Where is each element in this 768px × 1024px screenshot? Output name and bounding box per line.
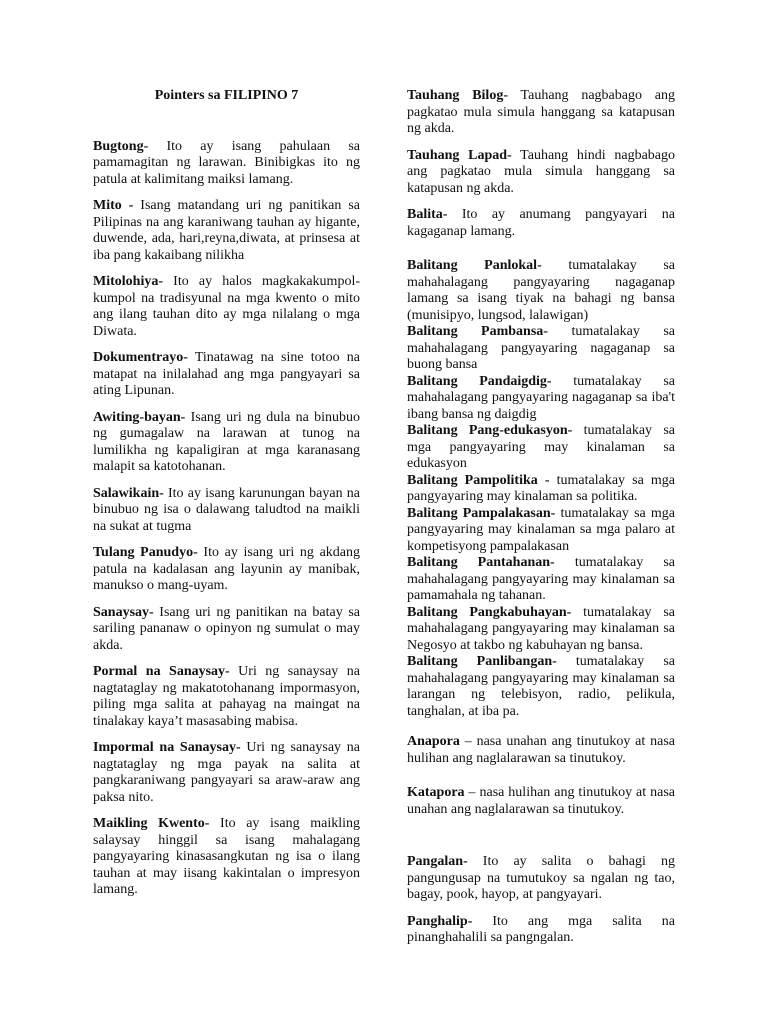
- entry-definition: – nasa hulihan ang tinutukoy at nasa unahan ang naglalarawan sa tinutukoy.: [407, 785, 675, 817]
- entry-pormal-na-sanaysay: [93, 664, 360, 730]
- entry-tauhang-bilog: [407, 88, 675, 138]
- entry-definition: tumatalakay sa mahahalagang pangyayaring nagaganap lamang sa isang tiyak na bahagi ng bansa (munisipyo, lungsod, lalawigan): [407, 258, 675, 323]
- page-title: Pointers sa FILIPINO 7: [154, 88, 299, 103]
- entry-definition: Ito ay halos magkakakumpol-kumpol na tradisyunal na mga kwento o mito ang ilang tauhan dito ay mga nilalang o mga Diwata.: [93, 274, 360, 339]
- entry-definition: tumatalakay sa mga pangyayaring may kinalaman sa mga palaro at kompetisyong pampalakasan: [407, 505, 675, 554]
- entry-term: Tauhang Bilog-: [407, 88, 508, 103]
- entry-definition: Isang uri ng panitikan na batay sa sariling pananaw o opinyon ng sumulat o may akda.: [93, 604, 360, 653]
- entry-term: Sanaysay-: [93, 604, 154, 620]
- entry-definition: Ito ang mga salita na pinanghahalili sa pangngalan.: [407, 913, 675, 945]
- spacer: [407, 720, 675, 734]
- entry-dokumentrayo: [93, 350, 360, 400]
- entry-balitang-panlokal: [407, 258, 675, 324]
- entry-definition: – nasa unahan ang tinutukoy at nasa hulihan ang naglalarawan sa tinutukoy.: [407, 734, 675, 766]
- entry-definition: tumatalakay sa mga pangyayaring may kinalaman sa politika.: [407, 472, 675, 504]
- entry-katapora: [407, 785, 675, 818]
- entry-term: Bugtong-: [93, 138, 149, 154]
- entry-term: Awiting-bayan-: [93, 409, 186, 425]
- entry-balitang-pantahanan: [407, 555, 675, 605]
- entry-definition: tumatalakay sa mahahalagang pangyayaring nagaganap sa iba't ibang bansa ng daigdig: [407, 373, 676, 422]
- entry-term: Mitolohiya-: [93, 274, 163, 289]
- entry-term: Tauhang Lapad-: [407, 147, 512, 163]
- entry-balitang-pang-edukasyon: [407, 423, 675, 473]
- entry-balitang-pambansa: [407, 324, 675, 374]
- entry-salawikain: [93, 486, 360, 536]
- entry-definition: Tinatawag na sine totoo na matapat na inilalahad ang mga pangyayari sa ating Lipunan.: [93, 350, 360, 398]
- entry-definition: Ito ay isang pahulaan sa pamamagitan ng larawan. Binibigkas ito ng patula at kalimitang maiksi lamang.: [93, 138, 360, 187]
- entry-tauhang-lapad: [407, 148, 675, 198]
- right-column: [407, 88, 675, 957]
- entry-term: Balitang Panlibangan-: [407, 654, 557, 669]
- entry-balitang-pampalakasan: [407, 506, 675, 556]
- entry-term: Maikling Kwento-: [93, 816, 210, 831]
- entry-definition: Tauhang nagbabago ang pagkatao mula simula hanggang sa katapusan ng akda.: [407, 88, 675, 136]
- entry-definition: Isang uri ng dula na binubuo ng gumagalaw na larawan at tunog na lumilikha ng kapaligiran at mga karanasang malapit sa katotohanan.: [93, 409, 360, 474]
- entry-maikling-kwento: [93, 816, 360, 899]
- entry-balitang-pangkabuhayan: [407, 605, 675, 655]
- entry-term: Tulang Panudyo-: [93, 545, 198, 560]
- entry-definition: Uri ng sanaysay na nagtataglay ng mga payak na salita at pangkaraniwang pangyayari sa araw-araw ang paksa nito.: [93, 740, 360, 805]
- entry-balita: [407, 207, 675, 240]
- entry-mito: [93, 198, 360, 264]
- spacer: [407, 250, 675, 258]
- entry-mitolohiya: [93, 274, 360, 340]
- entry-term: Dokumentrayo-: [93, 350, 188, 365]
- entry-term: Balitang Pangkabuhayan-: [407, 604, 572, 620]
- entry-definition: tumatalakay sa mahahalagang pangyayaring may kinalaman sa Negosyo at takbo ng kabuhayan ng bansa.: [407, 604, 676, 653]
- entry-definition: tumatalakay sa mahahalagang pangyayaring nagaganap sa buong bansa: [407, 324, 675, 372]
- spacer: [407, 777, 675, 785]
- entry-definition: Ito ay salita o bahagi ng pangungusap na tumutukoy sa ngalan ng tao, bagay, pook, hayop, at pangyayari.: [407, 854, 675, 902]
- entry-definition: tumatalakay sa mahahalagang pangyayaring may kinalaman sa pamamahala ng tahanan.: [407, 555, 675, 603]
- spacer: [407, 828, 675, 854]
- entry-bugtong: [93, 139, 360, 189]
- entry-term: Pangalan-: [407, 854, 468, 869]
- entry-balitang-pandaigdig: [407, 374, 675, 424]
- entry-term: Balitang Pampolitika -: [407, 472, 550, 488]
- entry-term: Balitang Pambansa-: [407, 324, 548, 339]
- entry-sanaysay: [93, 605, 360, 655]
- entry-tulang-panudyo: [93, 545, 360, 595]
- entry-definition: Ito ay isang maikling salaysay hinggil sa isang mahalagang pangyayaring kinasasangkutan ng isa o ilang tauhan at may iisang kakintalan o impresyon lamang.: [93, 816, 360, 897]
- entry-balitang-pampolitika: [407, 473, 675, 506]
- entry-anapora: [407, 734, 675, 767]
- entry-term: Balitang Panlokal-: [407, 258, 542, 273]
- entry-pangalan: [407, 854, 675, 904]
- entry-definition: Uri ng sanaysay na nagtataglay ng makatotohanang impormasyon, piling mga salita at pahayag na maingat na tinalakay kaya’t masasabing mabisa.: [93, 664, 360, 729]
- entry-term: Balita-: [407, 207, 448, 222]
- entry-term: Salawikain-: [93, 485, 164, 501]
- entry-balitang-panlibangan: [407, 654, 675, 720]
- entry-term: Mito -: [93, 198, 134, 213]
- entry-term: Balitang Pampalakasan-: [407, 505, 556, 521]
- left-column: [93, 88, 360, 909]
- entry-term: Impormal na Sanaysay-: [93, 740, 241, 755]
- entry-awiting-bayan: [93, 410, 360, 476]
- entry-term: Pormal na Sanaysay-: [93, 664, 230, 679]
- entry-term: Balitang Pantahanan-: [407, 555, 555, 570]
- entry-definition: tumatalakay sa mga pangyayaring may kinalaman sa edukasyon: [407, 423, 675, 471]
- entry-definition: Ito ay anumang pangyayari na kagaganap lamang.: [407, 207, 675, 239]
- entry-impormal-na-sanaysay: [93, 740, 360, 806]
- entry-term: Katapora: [407, 785, 465, 800]
- entry-term: Anapora: [407, 734, 460, 749]
- entry-definition: Tauhang hindi nagbabago ang pagkatao mula simula hanggang sa katapusan ng akda.: [407, 147, 676, 196]
- entry-term: Balitang Pandaigdig-: [407, 373, 552, 389]
- entry-term: Panghalip-: [407, 913, 473, 929]
- entry-definition: tumatalakay sa mahahalagang pangyayaring may kinalaman sa larangan ng telebisyon, radio, pelikula, tanghalan, at iba pa.: [407, 654, 676, 719]
- entry-panghalip: [407, 914, 675, 947]
- entry-definition: Ito ay isang karunungan bayan na binubuo ng isa o dalawang taludtod na maikli na sukat at tugma: [93, 485, 360, 534]
- entry-definition: Isang matandang uri ng panitikan sa Pilipinas na ang karaniwang tauhan ay higante, duwende, ada, hari,reyna,diwata, at prinsesa at iba pang kakaibang nilikha: [93, 198, 360, 263]
- entry-definition: Ito ay isang uri ng akdang patula na kadalasan ang layunin ay manibak, manukso o mang-uyam.: [93, 545, 360, 593]
- entry-term: Balitang Pang-edukasyon-: [407, 423, 573, 438]
